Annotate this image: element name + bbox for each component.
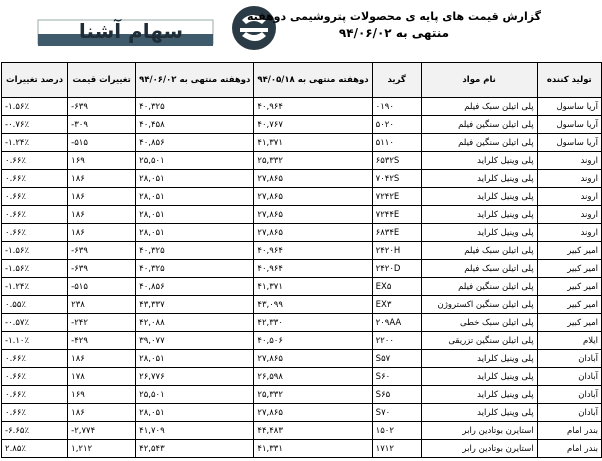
prev-price-cell: ۲۷,۸۶۵ xyxy=(254,188,372,206)
table-row xyxy=(2,440,602,458)
percent-cell: ۰.۶۶٪ xyxy=(2,368,68,386)
curr-price-cell: ۴۲,۰۸۸ xyxy=(136,314,254,332)
title-line-1: گزارش قیمت های پایه ی محصولات پتروشیمی دوهفته xyxy=(246,10,542,23)
report-header xyxy=(0,0,602,60)
curr-price-cell: ۴۰,۳۲۵ xyxy=(136,242,254,260)
prev-price-cell: ۴۰,۹۶۴ xyxy=(254,242,372,260)
table-row xyxy=(2,98,602,116)
percent-cell: ۰.۶۶٪ xyxy=(2,152,68,170)
grade-cell: ۱۷۱۲ xyxy=(372,440,421,458)
prev-price-cell: ۲۷,۸۶۵ xyxy=(254,224,372,242)
table-row xyxy=(2,116,602,134)
prev-price-cell: ۴۳,۰۹۹ xyxy=(254,296,372,314)
change-cell: ۱۶۹ xyxy=(68,386,136,404)
table-row xyxy=(2,152,602,170)
producer-cell: آبادان xyxy=(537,386,601,404)
grade-cell: ۲۲۰۰ xyxy=(372,332,421,350)
material-cell: پلی وینیل کلراید xyxy=(421,224,537,242)
material-cell: پلی وینیل کلراید xyxy=(421,152,537,170)
material-cell: پلی وینیل کلراید xyxy=(421,188,537,206)
material-cell: پلی وینیل کلراید xyxy=(421,350,537,368)
percent-cell: -۱.۵۶٪ xyxy=(2,260,68,278)
grade-cell: ۲۰۹AA xyxy=(372,314,421,332)
grade-cell: EX۳ xyxy=(372,296,421,314)
prev-price-cell: ۲۶,۵۹۸ xyxy=(254,368,372,386)
curr-price-cell: ۴۲,۵۴۳ xyxy=(136,440,254,458)
material-header: نام مواد xyxy=(421,63,537,98)
curr-price-cell: ۲۵,۵۰۱ xyxy=(136,386,254,404)
grade-cell: ۷۲۴۲E xyxy=(372,188,421,206)
table-row xyxy=(2,278,602,296)
grade-cell: ۲۴۲۰D xyxy=(372,260,421,278)
percent-cell: ۰.۶۶٪ xyxy=(2,206,68,224)
grade-header: گرید xyxy=(372,63,421,98)
percent-cell: ۰.۶۶٪ xyxy=(2,350,68,368)
percent-cell: ۰.۶۶٪ xyxy=(2,188,68,206)
curr-price-cell: ۲۸,۰۵۱ xyxy=(136,224,254,242)
percent-cell: -۱.۵۶٪ xyxy=(2,242,68,260)
percent-cell: ۰.۶۶٪ xyxy=(2,386,68,404)
change-cell: -۲,۷۷۴ xyxy=(68,422,136,440)
material-cell: پلی اتیلن سنگین فیلم xyxy=(421,134,537,152)
producer-cell: آبادان xyxy=(537,368,601,386)
table-row xyxy=(2,170,602,188)
grade-cell: ۶۵۳۲S xyxy=(372,152,421,170)
table-row xyxy=(2,368,602,386)
change-cell: ۱۶۹ xyxy=(68,152,136,170)
material-cell: پلی وینیل کلراید xyxy=(421,386,537,404)
report-title xyxy=(244,8,544,42)
curr-price-cell: ۴۰,۸۵۶ xyxy=(136,134,254,152)
material-cell: پلی وینیل کلراید xyxy=(421,206,537,224)
material-cell: پلی اتیلن سبک فیلم xyxy=(421,98,537,116)
producer-cell: ایلام xyxy=(537,332,601,350)
producer-header: تولید کننده xyxy=(537,63,601,98)
change-cell: ۱۸۶ xyxy=(68,188,136,206)
percent-cell: -۱.۵۶٪ xyxy=(2,98,68,116)
change-cell: ۲۳۸ xyxy=(68,296,136,314)
material-cell: پلی اتیلن سبک فیلم xyxy=(421,260,537,278)
percent-cell: -۰.۵۷٪ xyxy=(2,314,68,332)
material-cell: استایرن بوتادین رابر xyxy=(421,440,537,458)
producer-cell: امیر کبیر xyxy=(537,314,601,332)
curr-price-cell: ۴۰,۳۲۵ xyxy=(136,98,254,116)
curr-price-cell: ۲۶,۷۷۶ xyxy=(136,368,254,386)
material-cell: پلی اتیلن سبک فیلم xyxy=(421,242,537,260)
table-row xyxy=(2,350,602,368)
percent-cell: ۰.۶۶٪ xyxy=(2,404,68,422)
table-row xyxy=(2,188,602,206)
prev-price-cell: ۲۷,۸۶۵ xyxy=(254,404,372,422)
change-cell: -۳۰۹ xyxy=(68,116,136,134)
producer-cell: امیر کبیر xyxy=(537,278,601,296)
change-cell: ۱۷۸ xyxy=(68,368,136,386)
curr-price-cell: ۲۵,۵۰۱ xyxy=(136,152,254,170)
table-row xyxy=(2,134,602,152)
title-line-2: منتهی به ۹۴/۰۶/۰۲ xyxy=(338,26,450,40)
curr-price-cell: ۴۰,۸۵۶ xyxy=(136,278,254,296)
producer-cell: بندر امام xyxy=(537,440,601,458)
table-body xyxy=(2,98,602,458)
table-row xyxy=(2,386,602,404)
prev-price-cell: ۲۵,۳۳۲ xyxy=(254,386,372,404)
prev-price-cell: ۴۱,۳۷۱ xyxy=(254,134,372,152)
grade-cell: S۷۰ xyxy=(372,404,421,422)
table-header-row xyxy=(2,63,602,98)
table-row xyxy=(2,296,602,314)
material-cell: پلی وینیل کلراید xyxy=(421,170,537,188)
prev-price-cell: ۴۰,۵۰۶ xyxy=(254,332,372,350)
percent-cell: -۶.۶۵٪ xyxy=(2,422,68,440)
table-row xyxy=(2,422,602,440)
producer-cell: اروند xyxy=(537,188,601,206)
producer-cell: اروند xyxy=(537,152,601,170)
percent-header: درصد تغییرات xyxy=(2,63,68,98)
svg-text:سهام آشنا: سهام آشنا xyxy=(78,19,184,43)
change-cell: -۵۱۵ xyxy=(68,134,136,152)
curr-price-cell: ۴۳,۳۳۷ xyxy=(136,296,254,314)
curr-price-cell: ۳۹,۰۷۷ xyxy=(136,332,254,350)
producer-cell: اروند xyxy=(537,224,601,242)
prev-price-cell: ۴۰,۷۶۷ xyxy=(254,116,372,134)
change-cell: ۱۸۶ xyxy=(68,404,136,422)
producer-cell: امیر کبیر xyxy=(537,260,601,278)
change-cell: -۶۳۹ xyxy=(68,98,136,116)
curr-price-cell: ۲۸,۰۵۱ xyxy=(136,170,254,188)
change-cell: ۱۸۶ xyxy=(68,206,136,224)
percent-cell: -۱.۲۴٪ xyxy=(2,134,68,152)
prev-price-cell: ۴۰,۹۶۴ xyxy=(254,260,372,278)
material-cell: پلی اتیلن سنگین اکستروژن xyxy=(421,296,537,314)
producer-cell: آبادان xyxy=(537,350,601,368)
curr-price-cell: ۴۰,۳۲۵ xyxy=(136,260,254,278)
prev-price-cell: ۴۲,۳۳۰ xyxy=(254,314,372,332)
prev-price-cell: ۴۱,۳۷۱ xyxy=(254,278,372,296)
grade-cell: ۵۰۲۰ xyxy=(372,116,421,134)
grade-cell: ۵۱۱۰ xyxy=(372,134,421,152)
percent-cell: ۰.۶۶٪ xyxy=(2,224,68,242)
prev-price-cell: ۲۷,۸۶۵ xyxy=(254,350,372,368)
grade-cell: ۷۰۴۲S xyxy=(372,170,421,188)
material-cell: استایرن بوتادین رابر xyxy=(421,422,537,440)
curr-price-header: دوهفته منتهی به ۹۴/۰۶/۰۲ xyxy=(136,63,254,98)
producer-cell: امیر کبیر xyxy=(537,242,601,260)
grade-cell: S۶۵ xyxy=(372,386,421,404)
prev-price-cell: ۴۴,۴۸۳ xyxy=(254,422,372,440)
producer-cell: آبادان xyxy=(537,404,601,422)
material-cell: پلی اتیلن سنگین فیلم xyxy=(421,116,537,134)
percent-cell: ۰.۶۶٪ xyxy=(2,170,68,188)
curr-price-cell: ۲۸,۰۵۱ xyxy=(136,188,254,206)
curr-price-cell: ۴۰,۴۵۸ xyxy=(136,116,254,134)
curr-price-cell: ۲۸,۰۵۱ xyxy=(136,404,254,422)
curr-price-cell: ۴۱,۷۰۹ xyxy=(136,422,254,440)
material-cell: پلی اتیلن سنگین فیلم xyxy=(421,278,537,296)
table-row xyxy=(2,314,602,332)
material-cell: پلی وینیل کلراید xyxy=(421,404,537,422)
table-row xyxy=(2,260,602,278)
change-header: تغییرات قیمت xyxy=(68,63,136,98)
material-cell: پلی اتیلن سبک خطی xyxy=(421,314,537,332)
prev-price-header: دوهفته منتهی به ۹۴/۰۵/۱۸ xyxy=(254,63,372,98)
producer-cell: بندر امام xyxy=(537,422,601,440)
producer-cell: اروند xyxy=(537,206,601,224)
grade-cell: S۵۷ xyxy=(372,350,421,368)
grade-cell: ۷۲۴۴E xyxy=(372,206,421,224)
change-cell: -۲۴۲ xyxy=(68,314,136,332)
grade-cell: S۶۰ xyxy=(372,368,421,386)
curr-price-cell: ۲۸,۰۵۱ xyxy=(136,206,254,224)
producer-cell: آریا ساسول xyxy=(537,98,601,116)
producer-cell: آریا ساسول xyxy=(537,134,601,152)
change-cell: -۴۲۹ xyxy=(68,332,136,350)
prev-price-cell: ۴۰,۹۶۴ xyxy=(254,98,372,116)
material-cell: پلی وینیل کلراید xyxy=(421,368,537,386)
grade-cell: ۶۸۳۴E xyxy=(372,224,421,242)
change-cell: ۱,۲۱۲ xyxy=(68,440,136,458)
prev-price-cell: ۲۷,۸۶۵ xyxy=(254,170,372,188)
price-table xyxy=(1,62,602,458)
percent-cell: ۰.۵۵٪ xyxy=(2,296,68,314)
prev-price-cell: ۲۷,۸۶۵ xyxy=(254,206,372,224)
table-row xyxy=(2,206,602,224)
percent-cell: ۲.۸۵٪ xyxy=(2,440,68,458)
producer-cell: اروند xyxy=(537,170,601,188)
percent-cell: -۰.۷۶٪ xyxy=(2,116,68,134)
table-row xyxy=(2,332,602,350)
percent-cell: -۱.۲۴٪ xyxy=(2,278,68,296)
curr-price-cell: ۲۸,۰۵۱ xyxy=(136,350,254,368)
change-cell: ۱۸۶ xyxy=(68,224,136,242)
table-row xyxy=(2,224,602,242)
prev-price-cell: ۴۱,۳۳۱ xyxy=(254,440,372,458)
percent-cell: -۱.۱۰٪ xyxy=(2,332,68,350)
prev-price-cell: ۲۵,۳۳۲ xyxy=(254,152,372,170)
change-cell: -۵۱۵ xyxy=(68,278,136,296)
change-cell: -۶۳۹ xyxy=(68,260,136,278)
table-row xyxy=(2,404,602,422)
grade-cell: ۰۱۹۰ xyxy=(372,98,421,116)
material-cell: پلی اتیلن سنگین تزریقی xyxy=(421,332,537,350)
grade-cell: EX۵ xyxy=(372,278,421,296)
grade-cell: ۲۴۲۰H xyxy=(372,242,421,260)
producer-cell: امیر کبیر xyxy=(537,296,601,314)
change-cell: ۱۸۶ xyxy=(68,170,136,188)
change-cell: -۶۳۹ xyxy=(68,242,136,260)
change-cell: ۱۸۶ xyxy=(68,350,136,368)
table-row xyxy=(2,242,602,260)
producer-cell: آریا ساسول xyxy=(537,116,601,134)
grade-cell: ۱۵۰۲ xyxy=(372,422,421,440)
